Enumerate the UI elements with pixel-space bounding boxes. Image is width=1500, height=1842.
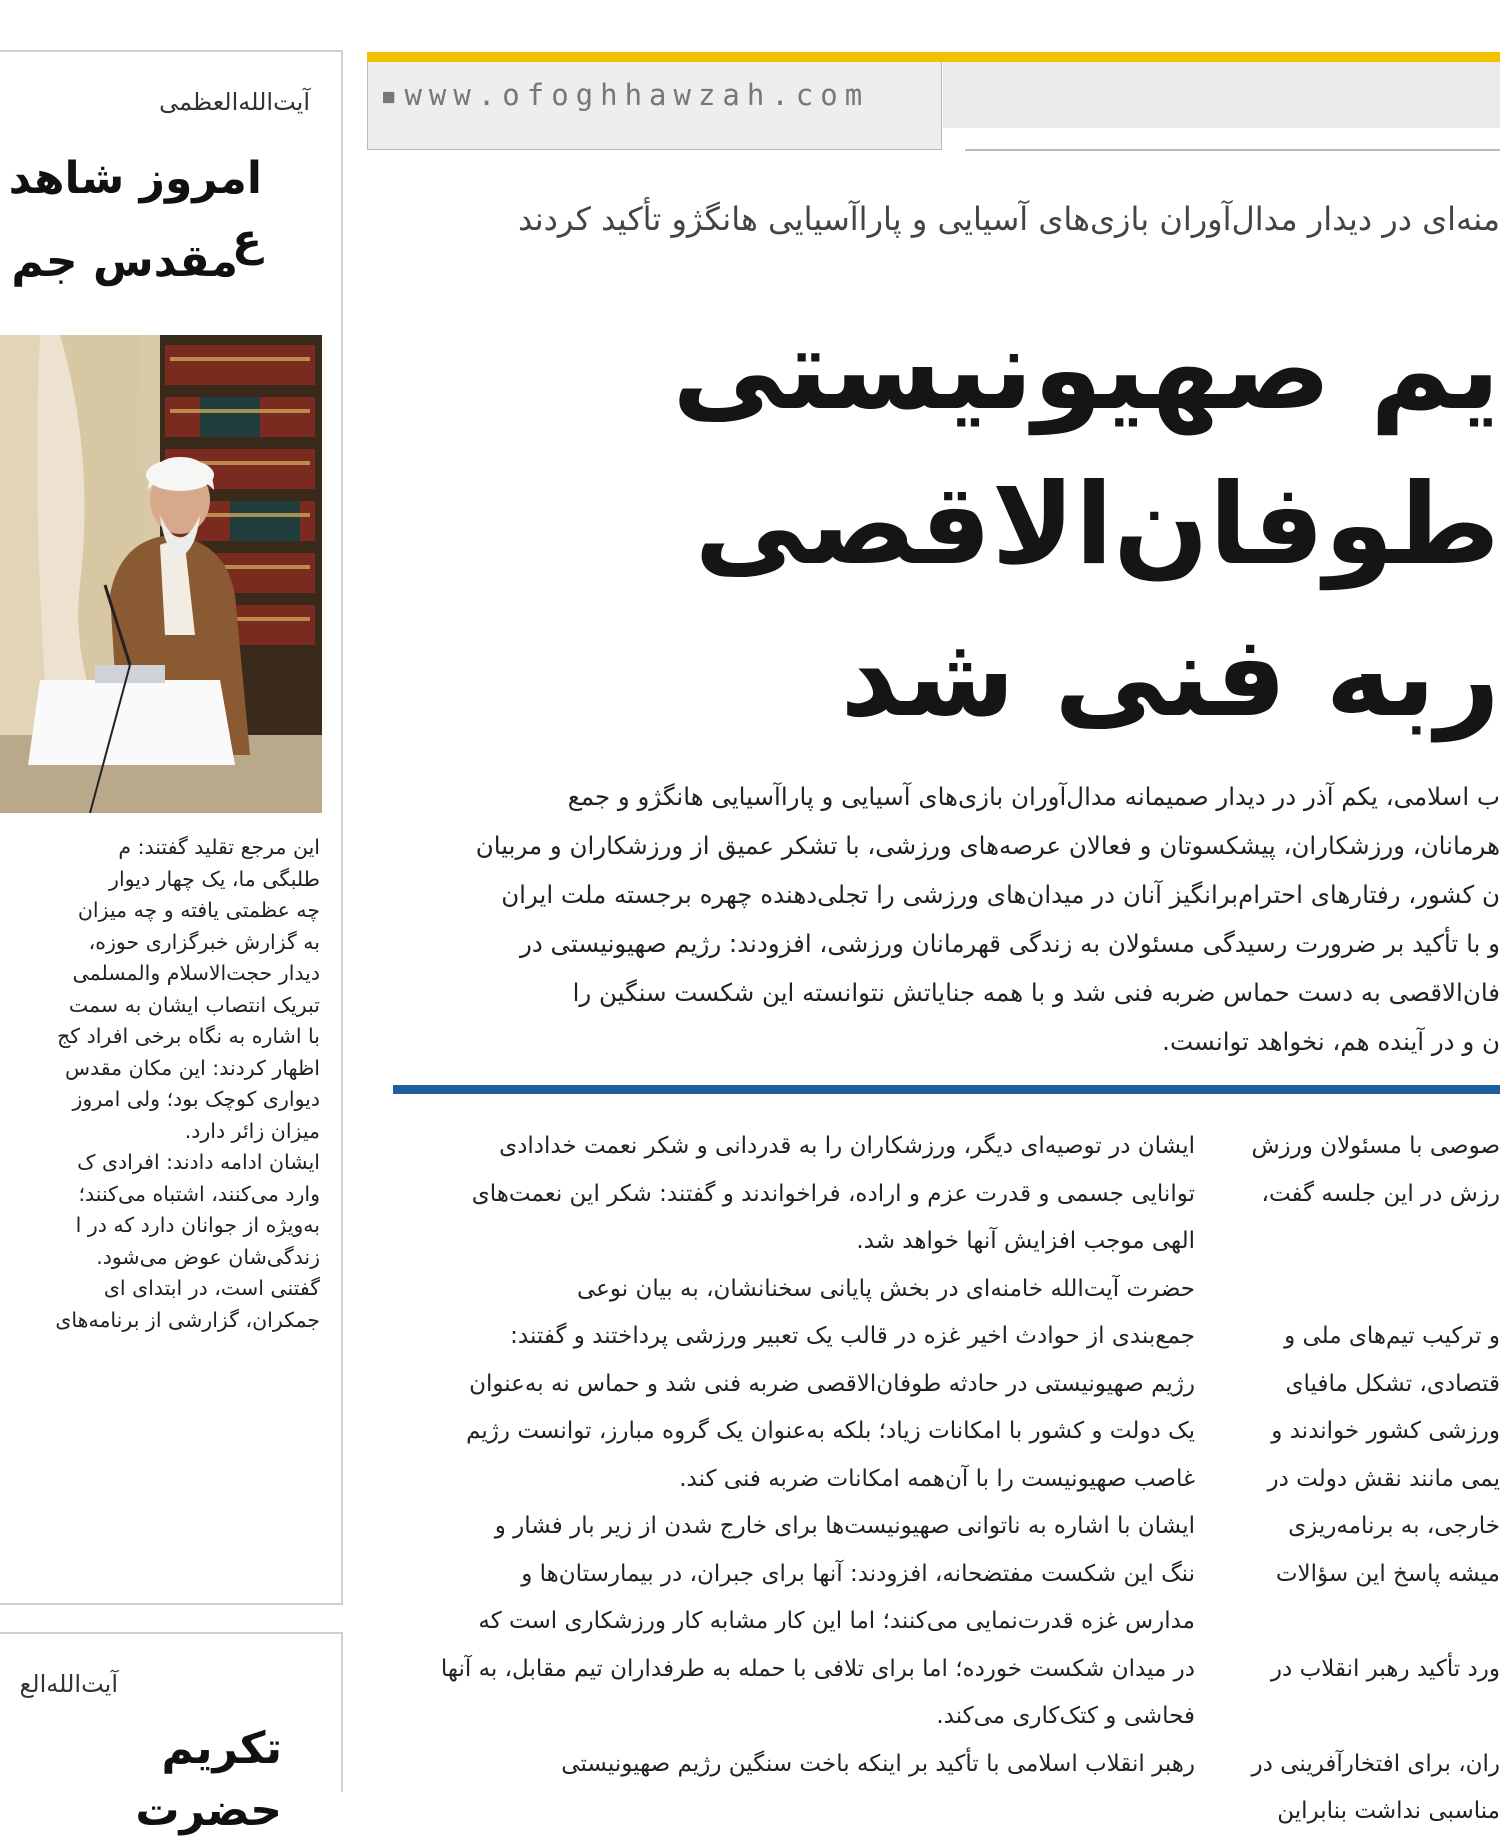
sidebar-kicker: آیت‌الله‌العظمی <box>159 88 310 116</box>
column-line: فحاشی و کتک‌کاری می‌کند. <box>385 1693 1195 1741</box>
sidebar-line: گفتنی است، در ابتدای ای <box>0 1273 320 1305</box>
column-line: ننگ این شکست مفتضحانه، افزودند: آنها برای جبران، در بیمارستان‌ها و <box>385 1551 1195 1599</box>
sidebar-line: با اشاره به نگاه برخی افراد کج <box>0 1021 320 1053</box>
article-column-center <box>385 1123 1195 1788</box>
sidebar-line: این مرجع تقلید گفتند: م <box>0 832 320 864</box>
sidebar-line: وارد می‌کنند، اشتباه می‌کنند؛ <box>0 1179 320 1211</box>
column-line: غاصب صهیونیست را با آن‌همه امکانات ضربه فنی کند. <box>385 1456 1195 1504</box>
column-line: خارجی، به برنامه‌ریزی <box>1233 1503 1500 1551</box>
lead-line: هرمانان، ورزشکاران، پیشکسوتان و فعالان عرصه‌های ورزشی، با تشکر عمیق از ورزشکاران و مربیان <box>380 821 1500 870</box>
column-line: رزش در این جلسه گفت، <box>1233 1171 1500 1219</box>
article-kicker: منه‌ای در دیدار مدال‌آوران بازی‌های آسیایی و پاراآسیایی هانگژو تأکید کردند <box>518 200 1500 238</box>
sidebar-line: زندگی‌شان عوض می‌شود. <box>0 1242 320 1274</box>
sidebar-line: دیواری کوچک بود؛ ولی امروز <box>0 1084 320 1116</box>
column-line <box>1233 1693 1500 1741</box>
column-line: یمی مانند نقش دولت در <box>1233 1456 1500 1504</box>
column-line: قتصادی، تشکل مافیای <box>1233 1361 1500 1409</box>
sidebar-body-text <box>0 832 320 1336</box>
sidebar-kicker-2: آیت‌الله‌الع <box>20 1670 118 1698</box>
lead-line: ب اسلامی، یکم آذر در دیدار صمیمانه مدال‌آوران بازی‌های آسیایی و پاراآسیایی هانگژو و جمع <box>380 772 1500 821</box>
sidebar-line: ایشان ادامه دادند: افرادی ک <box>0 1147 320 1179</box>
header-gray-band <box>943 62 1500 128</box>
sidebar-line: به گزارش خبرگزاری حوزه، <box>0 927 320 959</box>
column-line: در میدان شکست خورده؛ اما برای تلافی با حمله به طرفداران تیم مقابل، به آنها <box>385 1646 1195 1694</box>
website-url[interactable]: ▪www.ofoghhawzah.com <box>380 78 869 112</box>
column-line <box>1233 1266 1500 1314</box>
lead-line: ن و در آینده هم، نخواهد توانست. <box>380 1017 1500 1066</box>
sidebar-line: میزان زائر دارد. <box>0 1116 320 1148</box>
column-line: الهی موجب افزایش آنها خواهد شد. <box>385 1218 1195 1266</box>
sidebar-line: چه عظمتی یافته و چه میزان <box>0 895 320 927</box>
cleric-photo-illustration <box>0 335 322 813</box>
sidebar-title-line-1: امروز شاهد ع <box>0 148 262 272</box>
column-line: مدارس غزه قدرت‌نمایی می‌کنند؛ اما این کار مشابه کار ورزشکاری است که <box>385 1598 1195 1646</box>
column-line: یک دولت و کشور با امکانات زیاد؛ بلکه به‌عنوان یک گروه مبارز، توانست رژیم <box>385 1408 1195 1456</box>
sidebar-line: جمکران، گزارشی از برنامه‌های <box>0 1305 320 1337</box>
section-blue-rule <box>393 1085 1500 1094</box>
header-gray-line <box>965 149 1500 151</box>
sidebar-line: دیدار حجت‌الاسلام والمسلمی <box>0 958 320 990</box>
article-lead <box>380 772 1500 1066</box>
header-yellow-rule <box>367 52 1500 62</box>
sidebar-title-2: تکریم حضرت <box>0 1718 282 1842</box>
lead-line: فان‌الاقصی به دست حماس ضربه فنی شد و با همه جنایاتش نتوانسته این شکست سنگین را <box>380 968 1500 1017</box>
column-line: رژیم صهیونیستی در حادثه طوفان‌الاقصی ضربه فنی شد و حماس نه به‌عنوان <box>385 1361 1195 1409</box>
sidebar-photo-cleric <box>0 335 322 813</box>
column-line <box>1233 1218 1500 1266</box>
column-line: میشه پاسخ این سؤالات <box>1233 1551 1500 1599</box>
column-line: صوصی با مسئولان ورزش <box>1233 1123 1500 1171</box>
sidebar-line: اظهار کردند: این مکان مقدس <box>0 1053 320 1085</box>
column-line: ایشان در توصیه‌ای دیگر، ورزشکاران را به قدردانی و شکر نعمت خدادادی <box>385 1123 1195 1171</box>
column-line: رهبر انقلاب اسلامی با تأکید بر اینکه باخت سنگین رژیم صهیونیستی <box>385 1741 1195 1789</box>
lead-line: ن کشور، رفتارهای احترام‌برانگیز آنان در میدان‌های ورزشی را تجلی‌دهنده چهره برجسته ملت ایران <box>380 870 1500 919</box>
column-line: توانایی جسمی و قدرت عزم و اراده، فراخواندند و گفتند: شکر این نعمت‌های <box>385 1171 1195 1219</box>
lead-line: و با تأکید بر ضرورت رسیدگی مسئولان به زندگی قهرمانان ورزشی، افزودند: رژیم صهیونیستی در <box>380 919 1500 968</box>
column-line: ایشان با اشاره به ناتوانی صهیونیست‌ها برای خارج شدن از زیر بار فشار و <box>385 1503 1195 1551</box>
column-line: ورزشی کشور خواندند و <box>1233 1408 1500 1456</box>
sidebar-line: به‌ویژه از جوانان دارد که در ا <box>0 1210 320 1242</box>
column-line: و ترکیب تیم‌های ملی و <box>1233 1313 1500 1361</box>
column-line: جمع‌بندی از حوادث اخیر غزه در قالب یک تعبیر ورزشی پرداختند و گفتند: <box>385 1313 1195 1361</box>
headline-line-1: یم صهیونیستی <box>672 305 1500 435</box>
sidebar-title-line-2: مقدس جم <box>11 231 238 293</box>
headline-line-3: ربه فنی شد <box>840 612 1500 742</box>
column-line: ران، برای افتخارآفرینی در <box>1233 1741 1500 1789</box>
column-line: حضرت آیت‌الله خامنه‌ای در بخش پایانی سخنانشان، به بیان نوعی <box>385 1266 1195 1314</box>
headline-line-2: طوفان‌الاقصی <box>695 460 1500 590</box>
column-line: مناسبی نداشت بنابراین <box>1233 1788 1500 1836</box>
sidebar-line: طلبگی ما، یک چهار دیوار <box>0 864 320 896</box>
sidebar-line: تبریک انتصاب ایشان به سمت <box>0 990 320 1022</box>
article-column-right <box>1233 1123 1500 1836</box>
column-line <box>1233 1598 1500 1646</box>
column-line: ورد تأکید رهبر انقلاب در <box>1233 1646 1500 1694</box>
